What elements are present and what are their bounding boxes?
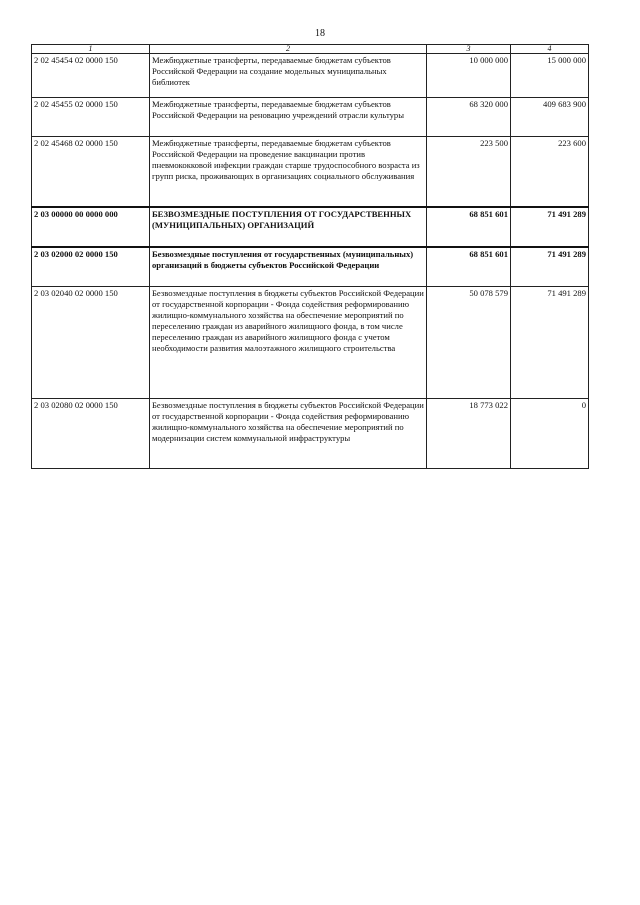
column-header-2: 2 xyxy=(150,45,427,54)
revenue-name: Безвозмездные поступления в бюджеты субъектов Российской Федерации от государственной корпорации - Фонда содействия реформированию жилищно-коммунального хозяйства на обеспечение мероприятий по модернизации систем коммунальной инфраструктуры xyxy=(150,399,427,469)
amount-column-3: 68 851 601 xyxy=(427,247,511,287)
table-row xyxy=(32,287,589,399)
table-row xyxy=(32,399,589,469)
amount-column-3: 68 851 601 xyxy=(427,207,511,247)
amount-column-3: 18 773 022 xyxy=(427,399,511,469)
budget-revenue-table xyxy=(31,44,589,469)
amount-column-4: 0 xyxy=(511,399,589,469)
column-header-3: 3 xyxy=(427,45,511,54)
budget-code: 2 02 45455 02 0000 150 xyxy=(32,98,150,137)
table-row xyxy=(32,137,589,207)
amount-column-4: 71 491 289 xyxy=(511,287,589,399)
revenue-name: БЕЗВОЗМЕЗДНЫЕ ПОСТУПЛЕНИЯ ОТ ГОСУДАРСТВЕННЫХ (МУНИЦИПАЛЬНЫХ) ОРГАНИЗАЦИЙ xyxy=(150,207,427,247)
table-row xyxy=(32,247,589,287)
budget-code: 2 03 00000 00 0000 000 xyxy=(32,207,150,247)
amount-column-3: 10 000 000 xyxy=(427,54,511,98)
table-row xyxy=(32,98,589,137)
table-row xyxy=(32,207,589,247)
revenue-name: Межбюджетные трансферты, передаваемые бюджетам субъектов Российской Федерации на создание модельных муниципальных библиотек xyxy=(150,54,427,98)
amount-column-3: 50 078 579 xyxy=(427,287,511,399)
revenue-name: Межбюджетные трансферты, передаваемые бюджетам субъектов Российской Федерации на проведение вакцинации против пневмококковой инфекции граждан старше трудоспособного возраста из групп риска, проживающих в организациях социального обслуживания xyxy=(150,137,427,207)
amount-column-4: 71 491 289 xyxy=(511,207,589,247)
amount-column-3: 223 500 xyxy=(427,137,511,207)
budget-code: 2 03 02040 02 0000 150 xyxy=(32,287,150,399)
table-header-row xyxy=(32,45,589,54)
budget-code: 2 02 45468 02 0000 150 xyxy=(32,137,150,207)
revenue-name: Межбюджетные трансферты, передаваемые бюджетам субъектов Российской Федерации на реновацию учреждений отрасли культуры xyxy=(150,98,427,137)
amount-column-4: 409 683 900 xyxy=(511,98,589,137)
budget-code: 2 02 45454 02 0000 150 xyxy=(32,54,150,98)
revenue-name: Безвозмездные поступления в бюджеты субъектов Российской Федерации от государственной корпорации - Фонда содействия реформированию жилищно-коммунального хозяйства на обеспечение мероприятий по переселению граждан из аварийного жилищного фонда, в том числе переселению граждан из аварийного жилищного фонда с учетом необходимости развития малоэтажного жилищного строительства xyxy=(150,287,427,399)
budget-code: 2 03 02000 02 0000 150 xyxy=(32,247,150,287)
revenue-name: Безвозмездные поступления от государственных (муниципальных) организаций в бюджеты субъектов Российской Федерации xyxy=(150,247,427,287)
column-header-1: 1 xyxy=(32,45,150,54)
column-header-4: 4 xyxy=(511,45,589,54)
amount-column-3: 68 320 000 xyxy=(427,98,511,137)
amount-column-4: 15 000 000 xyxy=(511,54,589,98)
amount-column-4: 223 600 xyxy=(511,137,589,207)
table-row xyxy=(32,54,589,98)
amount-column-4: 71 491 289 xyxy=(511,247,589,287)
budget-code: 2 03 02080 02 0000 150 xyxy=(32,399,150,469)
page-number: 18 xyxy=(315,28,325,39)
